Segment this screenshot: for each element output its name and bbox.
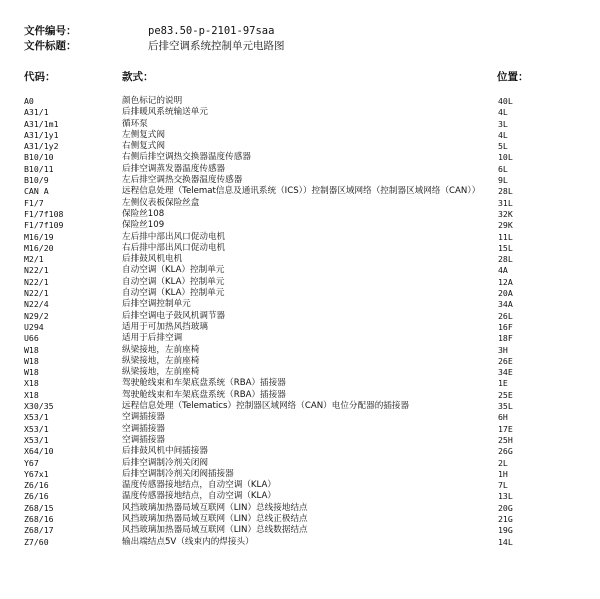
row-position: 12A: [498, 276, 513, 287]
row-description: 空调插接器: [122, 412, 165, 423]
table-row: [0, 96, 600, 107]
row-position: 31L: [498, 197, 513, 208]
doc-title-value: 后排空调系统控制单元电路图: [148, 40, 285, 52]
row-code: Z68/15: [24, 502, 54, 513]
row-position: 4A: [498, 265, 508, 276]
row-position: 4L: [498, 107, 508, 118]
row-description: 适用于后排空调: [122, 333, 183, 344]
row-description: 空调插接器: [122, 423, 165, 434]
row-description: 右后排中部出风口促动电机: [122, 242, 226, 253]
row-code: B10/9: [24, 175, 49, 186]
row-position: 13L: [498, 491, 513, 502]
row-position: 21G: [498, 513, 513, 524]
row-code: Z6/16: [24, 491, 49, 502]
row-code: X18: [24, 389, 39, 400]
row-description: 后排鼓风机中间插接器: [122, 446, 208, 457]
row-code: W18: [24, 367, 39, 378]
table-row: [0, 243, 600, 254]
row-position: 40L: [498, 96, 513, 106]
row-description: 纵梁接地，左前座椅: [122, 367, 200, 378]
row-position: 28L: [498, 254, 513, 265]
row-position: 29K: [498, 220, 513, 231]
row-position: 17E: [498, 423, 513, 434]
row-position: 1E: [498, 378, 508, 389]
row-code: Z68/17: [24, 525, 54, 536]
row-code: N29/2: [24, 310, 49, 321]
row-position: 25H: [498, 434, 513, 445]
row-position: 28L: [498, 186, 513, 197]
row-code: Z6/16: [24, 480, 49, 491]
row-position: 26G: [498, 446, 513, 457]
row-description: 后排空调制冷剂关闭阀插接器: [122, 468, 234, 479]
table-row: [0, 356, 600, 367]
row-code: B10/11: [24, 163, 54, 174]
row-position: 4L: [498, 129, 508, 140]
row-code: F1/7: [24, 197, 44, 208]
row-description: 循环泵: [122, 118, 148, 129]
table-row: [0, 333, 600, 344]
row-description: 风挡玻璃加热器局域互联网（LIN）总线正极结点: [122, 513, 308, 524]
row-description: 左侧仪表板保险丝盒: [122, 197, 200, 208]
table-row: [0, 401, 600, 412]
table-row: [0, 424, 600, 435]
row-code: A31/1y1: [24, 129, 59, 140]
row-code: N22/1: [24, 276, 49, 287]
table-row: [0, 412, 600, 423]
table-row: [0, 288, 600, 299]
table-row: [0, 220, 600, 231]
row-description: 风挡玻璃加热器局域互联网（LIN）总线接地结点: [122, 502, 308, 513]
row-description: 左侧复式阀: [122, 129, 165, 140]
row-position: 3H: [498, 344, 508, 355]
row-code: N22/4: [24, 299, 49, 310]
row-position: 26E: [498, 355, 513, 366]
table-row: [0, 322, 600, 333]
row-description: 后排空调制冷剂关闭阀: [122, 457, 208, 468]
row-description: 空调插接器: [122, 434, 165, 445]
table-row: [0, 299, 600, 310]
row-description: 后排空调蒸发器温度传感器: [122, 163, 226, 174]
row-description: 后排鼓风机电机: [122, 254, 183, 265]
table-row: [0, 311, 600, 322]
row-description: 适用于可加热风挡玻璃: [122, 321, 208, 332]
row-code: Y67x1: [24, 468, 49, 479]
row-position: 7L: [498, 480, 508, 491]
row-position: 3L: [498, 118, 508, 129]
table-row: [0, 480, 600, 491]
table-row: [0, 232, 600, 243]
row-position: 18F: [498, 333, 513, 344]
table-row: [0, 345, 600, 356]
row-description: 保险丝109: [122, 220, 165, 231]
row-description: 自动空调（KLA）控制单元: [122, 288, 225, 299]
row-description: 驾驶舱线束和车架底盘系统（RBA）插接器: [122, 378, 286, 389]
row-description: 温度传感器接地结点，自动空调（KLA）: [122, 491, 277, 502]
table-row: [0, 265, 600, 276]
row-position: 34A: [498, 299, 513, 310]
row-position: 6H: [498, 412, 508, 423]
row-code: CAN A: [24, 186, 49, 197]
row-code: X53/1: [24, 423, 49, 434]
table-row: [0, 152, 600, 163]
table-row: [0, 119, 600, 130]
row-code: X30/35: [24, 401, 54, 412]
row-description: 远程信息处理（Telematics）控制器区域网络（CAN）电位分配器的插接器: [122, 401, 410, 412]
table-row: [0, 130, 600, 141]
row-position: 14L: [498, 536, 513, 547]
row-description: 后排空调电子鼓风机调节器: [122, 310, 226, 321]
row-description: 左后排中部出风口促动电机: [122, 231, 226, 242]
row-position: 15L: [498, 242, 513, 253]
row-description: 后排空调控制单元: [122, 299, 191, 310]
row-position: 25E: [498, 389, 513, 400]
table-row: [0, 107, 600, 118]
row-code: F1/7f108: [24, 208, 64, 219]
row-description: 远程信息处理（Telemat信息及通讯系统（ICS））控制器区域网络（控制器区域网络（CAN））: [122, 186, 481, 197]
table-row: [0, 537, 600, 548]
row-code: F1/7f109: [24, 220, 64, 231]
row-description: 输出端结点5V（线束内的焊接头）: [122, 536, 254, 547]
row-description: 颜色标记的说明: [122, 96, 183, 106]
table-row: [0, 209, 600, 220]
table-row: [0, 198, 600, 209]
row-position: 9L: [498, 175, 508, 186]
row-code: W18: [24, 355, 39, 366]
row-position: 5L: [498, 141, 508, 152]
row-code: B10/10: [24, 152, 54, 163]
row-description: 右侧复式阀: [122, 141, 165, 152]
row-code: N22/1: [24, 265, 49, 276]
row-code: X64/10: [24, 446, 54, 457]
table-row: [0, 458, 600, 469]
table-row: [0, 141, 600, 152]
row-description: 自动空调（KLA）控制单元: [122, 276, 225, 287]
table-header: [0, 70, 600, 84]
row-code: M16/20: [24, 242, 54, 253]
row-position: 35L: [498, 401, 513, 412]
row-position: 19G: [498, 525, 513, 536]
row-code: U294: [24, 321, 44, 332]
row-description: 纵梁接地，左前座椅: [122, 355, 200, 366]
row-position: 26L: [498, 310, 513, 321]
table-row: [0, 390, 600, 401]
row-code: Z7/60: [24, 536, 49, 547]
row-description: 左后排空调热交换器温度传感器: [122, 175, 243, 186]
row-description: 保险丝108: [122, 208, 165, 219]
row-code: X18: [24, 378, 39, 389]
table-row: [0, 367, 600, 378]
row-position: 6L: [498, 163, 508, 174]
row-code: N22/1: [24, 288, 49, 299]
row-position: 20G: [498, 502, 513, 513]
row-description: 纵梁接地，左前座椅: [122, 344, 200, 355]
row-code: Z68/16: [24, 513, 54, 524]
table-row: [0, 254, 600, 265]
header-description: 款式：: [122, 71, 154, 83]
row-description: 右侧后排空调热交换器温度传感器: [122, 152, 251, 163]
row-description: 后排暖风系统输送单元: [122, 107, 208, 118]
table-row: [0, 446, 600, 457]
row-code: A0: [24, 96, 34, 106]
component-table: [0, 96, 600, 548]
row-position: 20A: [498, 288, 513, 299]
row-position: 1H: [498, 468, 508, 479]
row-description: 风挡玻璃加热器局域互联网（LIN）总线数据结点: [122, 525, 308, 536]
doc-number-label: 文件编号：: [24, 25, 77, 37]
row-code: M2/1: [24, 254, 44, 265]
row-code: X53/1: [24, 412, 49, 423]
row-code: M16/19: [24, 231, 54, 242]
row-code: W18: [24, 344, 39, 355]
row-code: X53/1: [24, 434, 49, 445]
table-row: [0, 525, 600, 536]
table-row: [0, 469, 600, 480]
row-code: Y67: [24, 457, 39, 468]
table-row: [0, 514, 600, 525]
row-position: 11L: [498, 231, 513, 242]
row-code: U66: [24, 333, 39, 344]
table-row: [0, 164, 600, 175]
row-position: 2L: [498, 457, 508, 468]
header-position: 位置：: [497, 71, 529, 83]
row-position: 10L: [498, 152, 513, 163]
doc-title-label: 文件标题：: [24, 40, 77, 52]
table-row: [0, 378, 600, 389]
doc-number-value: pe83.50-p-2101-97saa: [148, 25, 275, 37]
table-row: [0, 175, 600, 186]
row-position: 34E: [498, 367, 513, 378]
table-row: [0, 491, 600, 502]
row-code: A31/1y2: [24, 141, 59, 152]
row-position: 32K: [498, 208, 513, 219]
row-code: A31/1: [24, 107, 49, 118]
table-row: [0, 435, 600, 446]
table-row: [0, 503, 600, 514]
row-description: 温度传感器接地结点，自动空调（KLA）: [122, 480, 277, 491]
header-code: 代码：: [24, 71, 56, 83]
row-description: 驾驶舱线束和车架底盘系统（RBA）插接器: [122, 389, 286, 400]
table-row: [0, 277, 600, 288]
row-position: 16F: [498, 321, 513, 332]
table-row: [0, 186, 600, 197]
row-description: 自动空调（KLA）控制单元: [122, 265, 225, 276]
row-code: A31/1m1: [24, 118, 59, 129]
